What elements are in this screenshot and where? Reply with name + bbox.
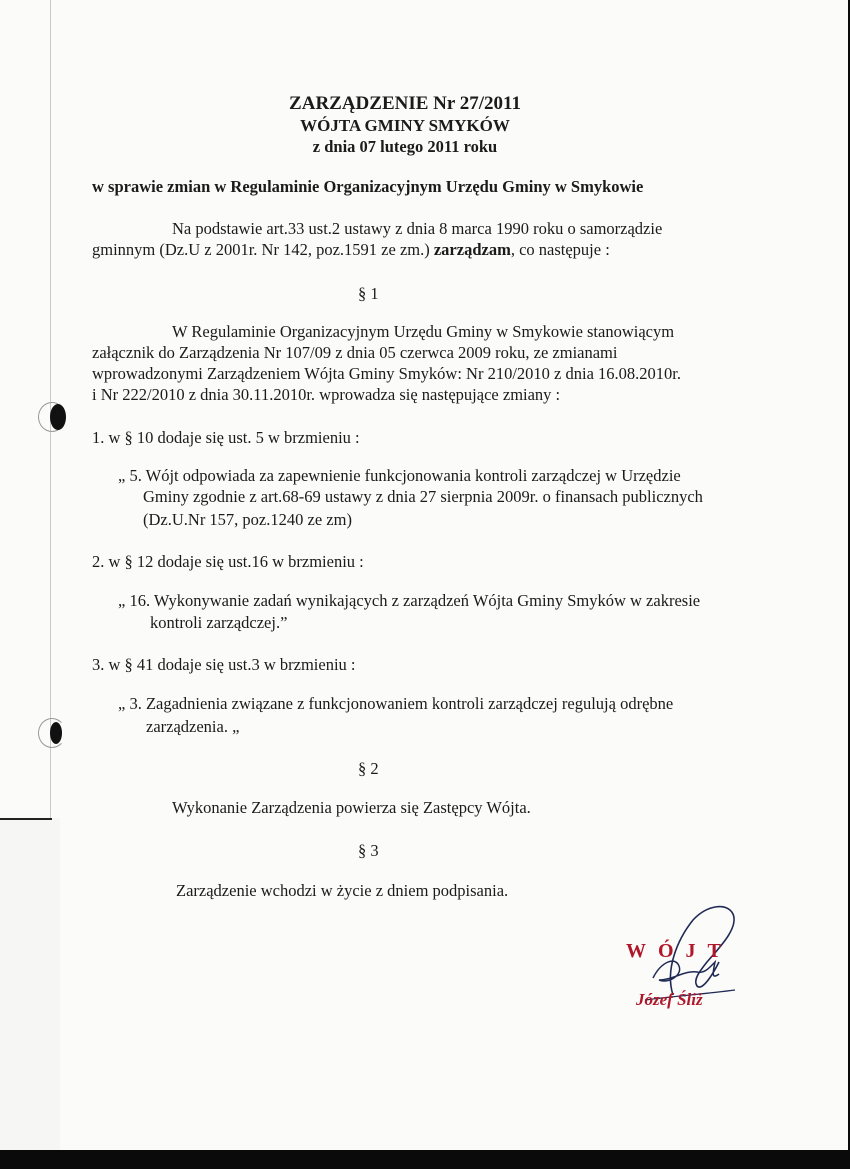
legal-basis-suffix: , co następuje :: [510, 240, 610, 259]
amendment-1-quote-line-3: (Dz.U.Nr 157, poz.1240 ze zm): [143, 510, 352, 529]
section-1-intro-line-1: W Regulaminie Organizacyjnym Urzędu Gminy w Smykowie stanowiącym: [172, 322, 675, 341]
section-1-intro-line-2: załącznik do Zarządzenia Nr 107/09 z dnia 05 czerwca 2009 roku, ze zmianami: [92, 343, 618, 362]
section-1-heading: § 1: [358, 284, 379, 303]
document-issuer: WÓJTA GMINY SMYKÓW: [300, 116, 510, 135]
stamp-signer-name: Józef Śliż: [636, 990, 703, 1009]
amendment-3-quote-line-1: „ 3. Zagadnienia związane z funkcjonowaniem kontroli zarządczej regulują odrębne: [118, 694, 674, 713]
amendment-1-label: 1. w § 10 dodaje się ust. 5 w brzmieniu :: [92, 428, 360, 447]
section-3-heading: § 3: [358, 841, 379, 860]
amendment-2-quote-line-1: „ 16. Wykonywanie zadań wynikających z zarządzeń Wójta Gminy Smyków w zakresie: [118, 591, 701, 610]
amendment-3-quote-line-2: zarządzenia. „: [146, 717, 240, 736]
document-subject: w sprawie zmian w Regulaminie Organizacyjnym Urzędu Gminy w Smykowie: [92, 177, 644, 196]
page-fold-line: [0, 818, 52, 820]
legal-basis-line-2: [92, 240, 610, 260]
legal-basis-line-1: Na podstawie art.33 ust.2 ustawy z dnia 8 marca 1990 roku o samorządzie: [172, 219, 663, 238]
legal-basis-prefix: gminnym (Dz.U z 2001r. Nr 142, poz.1591 ze zm.): [92, 240, 430, 259]
amendment-3-label: 3. w § 41 dodaje się ust.3 w brzmieniu :: [92, 655, 356, 674]
section-2-heading: § 2: [358, 759, 379, 778]
punch-hole-top: [50, 404, 66, 430]
page-edge-shadow: [0, 818, 60, 1150]
section-3-text: Zarządzenie wchodzi w życie z dniem podpisania.: [176, 881, 509, 900]
section-2-text: Wykonanie Zarządzenia powierza się Zastępcy Wójta.: [172, 798, 531, 817]
section-1-intro-line-3: wprowadzonymi Zarządzeniem Wójta Gminy Smyków: Nr 210/2010 z dnia 16.08.2010r.: [92, 364, 681, 383]
legal-basis-bold: zarządzam: [433, 240, 511, 259]
amendment-2-label: 2. w § 12 dodaje się ust.16 w brzmieniu :: [92, 552, 364, 571]
punch-hole-bottom: [50, 722, 62, 744]
amendment-1-quote-line-2: Gminy zgodnie z art.68-69 ustawy z dnia 27 sierpnia 2009r. o finansach publicznych: [143, 487, 703, 506]
document-date: z dnia 07 lutego 2011 roku: [312, 137, 498, 156]
section-1-intro-line-4: i Nr 222/2010 z dnia 30.11.2010r. wprowadza się następujące zmiany :: [92, 385, 561, 404]
amendment-1-quote-line-1: „ 5. Wójt odpowiada za zapewnienie funkcjonowania kontroli zarządczej w Urzędzie: [118, 466, 681, 485]
document-title: ZARZĄDZENIE Nr 27/2011: [289, 93, 521, 114]
stamp-title: WÓJT: [626, 940, 733, 962]
amendment-2-quote-line-2: kontroli zarządczej.”: [150, 613, 288, 632]
